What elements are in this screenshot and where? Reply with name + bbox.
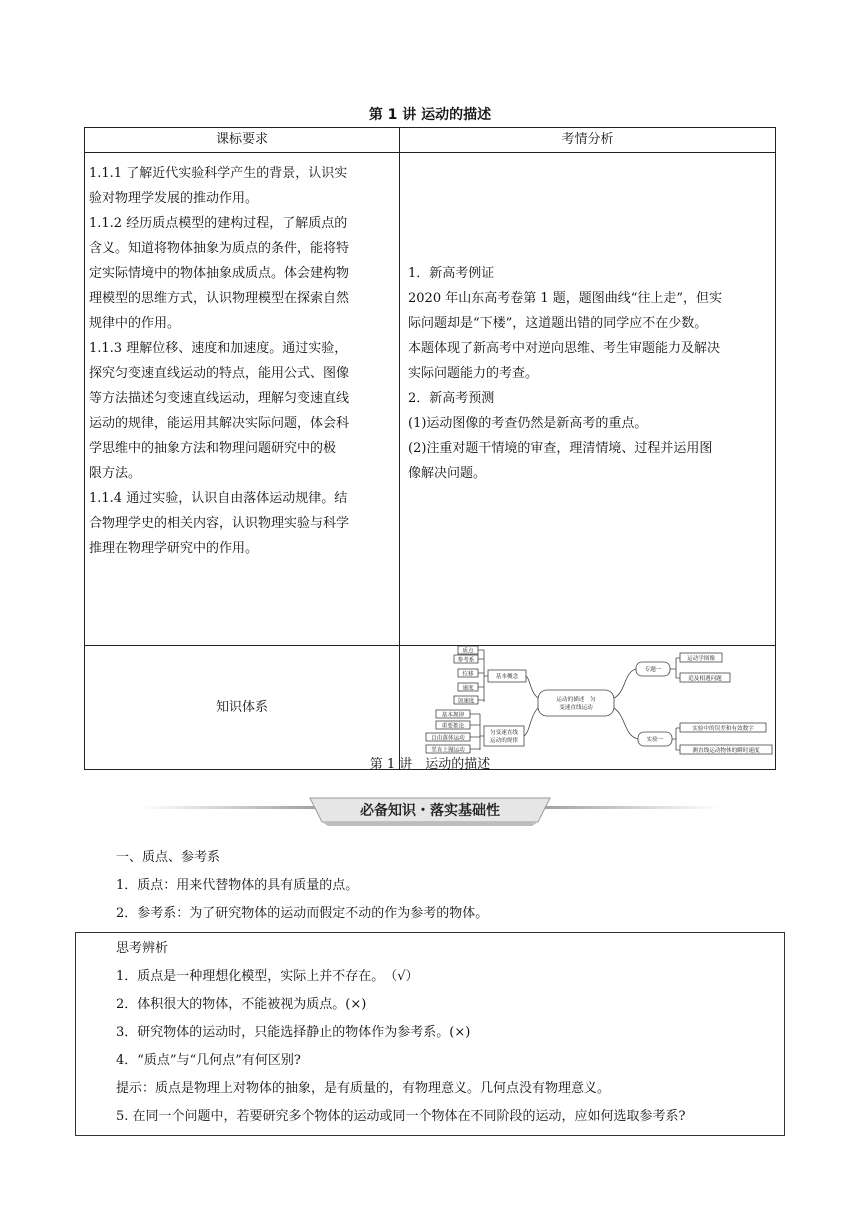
thinking-line: 5. 在同一个问题中，若要研究多个物体的运动或同一个物体在不同阶段的运动，应如何选取参考系? [116,1109,686,1124]
thinking-line: 3．研究物体的运动时，只能选择静止的物体作为参考系。(×) [116,1025,471,1040]
section-banner [140,792,720,832]
analysis-line: (1)运动图像的考查仍然是新高考的重点。 [408,416,648,431]
thinking-line: 4．“质点”与“几何点”有何区别? [116,1053,301,1068]
mindmap-exp: 实验一 [646,737,664,743]
req-line: 理模型的思维方式，认识物理模型在探索自然 [89,291,350,306]
mindmap-leaf: 参考系 [457,657,475,664]
req-line: 1.1.2 经历质点模型的建构过程，了解质点的 [89,216,348,231]
req-line: 定实际情境中的物体抽象成质点。体会建构物 [89,266,350,281]
mindmap-center-line1: 运动的描述 匀 [556,697,596,703]
knowledge-mindmap [400,646,782,760]
mindmap-leaf: 追及相遇问题 [688,676,722,682]
mindmap-uniform-line1: 匀变速直线 [490,730,518,736]
req-line: 限方法。 [89,466,142,481]
definition-reference: 2．参考系：为了研究物体的运动而假定不动的作为参考的物体。 [116,906,489,921]
mindmap-basic: 基本概念 [495,674,519,680]
req-line: 1.1.3 理解位移、速度和加速度。通过实验， [89,341,348,356]
req-line: 验对物理学发展的推动作用。 [89,191,259,206]
thinking-box [75,932,785,1136]
req-line: 合物理学史的相关内容，认识物理实验与科学 [89,516,350,531]
mindmap-center-line2: 变速直线运动 [559,705,593,711]
mindmap-leaf: 速度 [462,685,474,692]
req-line: 推理在物理学研究中的作用。 [89,541,259,556]
analysis-line: 1．新高考例证 [408,266,495,281]
mindmap-leaf: 自由落体运动 [431,735,465,742]
req-line: 运动的规律，能运用其解决实际问题，体会科 [89,416,350,431]
mindmap-cell [400,646,776,770]
thinking-hint: 提示：质点是物理上对物体的抽象，是有质量的，有物理意义。几何点没有物理意义。 [116,1081,611,1096]
header-requirements: 课标要求 [85,128,400,153]
definition-point: 1．质点：用来代替物体的具有质量的点。 [116,878,359,893]
thinking-line: 2．体积很大的物体，不能被视为质点。(×) [116,997,367,1012]
section-heading: 一、质点、参考系 [116,850,221,865]
req-line: 含义。知道将物体抽象为质点的条件，能将特 [89,241,350,256]
page-title: 第 1 讲 运动的描述 [368,107,492,123]
requirements-cell [85,153,400,646]
analysis-line: 际问题却是“下楼”，这道题出错的同学应不在少数。 [408,316,708,331]
req-line: 学思维中的抽象方法和物理问题研究中的极 [89,441,337,456]
knowledge-label: 知识体系 [85,646,400,770]
mindmap-leaf: 竖直上抛运动 [431,747,465,754]
req-line: 规律中的作用。 [89,316,181,331]
mindmap-leaf: 测直线运动物体的瞬时速度 [692,748,760,754]
header-analysis: 考情分析 [400,128,776,153]
mindmap-leaf: 质点 [462,648,474,655]
analysis-cell [400,153,776,646]
mindmap-leaf: 加速度 [457,698,475,705]
analysis-line: (2)注重对题干情境的审查，理清情境、过程并运用图 [408,441,713,456]
req-line: 1.1.4 通过实验，认识自由落体运动规律。结 [89,491,348,506]
analysis-line: 2020 年山东高考卷第 1 题，题图曲线“往上走”，但实 [408,291,723,306]
mindmap-topic: 专题一 [644,667,662,673]
analysis-line: 本题体现了新高考中对逆向思维、考生审题能力及解决 [408,341,721,356]
thinking-line: 1．质点是一种理想化模型，实际上并不存在。 （√） [116,969,419,984]
curriculum-table [84,127,776,770]
thinking-title: 思考辨析 [116,941,169,956]
req-line: 等方法描述匀变速直线运动，理解匀变速直线 [89,391,350,406]
req-line: 1.1.1 了解近代实验科学产生的背景，认识实 [89,166,348,181]
mindmap-center-box [538,690,614,716]
mindmap-leaf: 重要推论 [441,723,465,730]
mindmap-uniform-line2: 运动的规律 [490,738,518,744]
mindmap-leaf: 基本规律 [441,712,465,719]
analysis-line: 像解决问题。 [408,466,487,481]
mindmap-leaf: 位移 [462,671,474,678]
mindmap-leaf: 实验中的误差和有效数字 [692,726,754,732]
analysis-line: 2．新高考预测 [408,391,495,406]
subtitle: 第 1 讲 运动的描述 [369,757,491,772]
banner-title: 必备知识・落实基础性 [360,803,500,819]
analysis-line: 实际问题能力的考查。 [408,366,539,381]
mindmap-leaf: 运动学图像 [687,656,715,662]
req-line: 探究匀变速直线运动的特点，能用公式、图像 [89,366,350,381]
